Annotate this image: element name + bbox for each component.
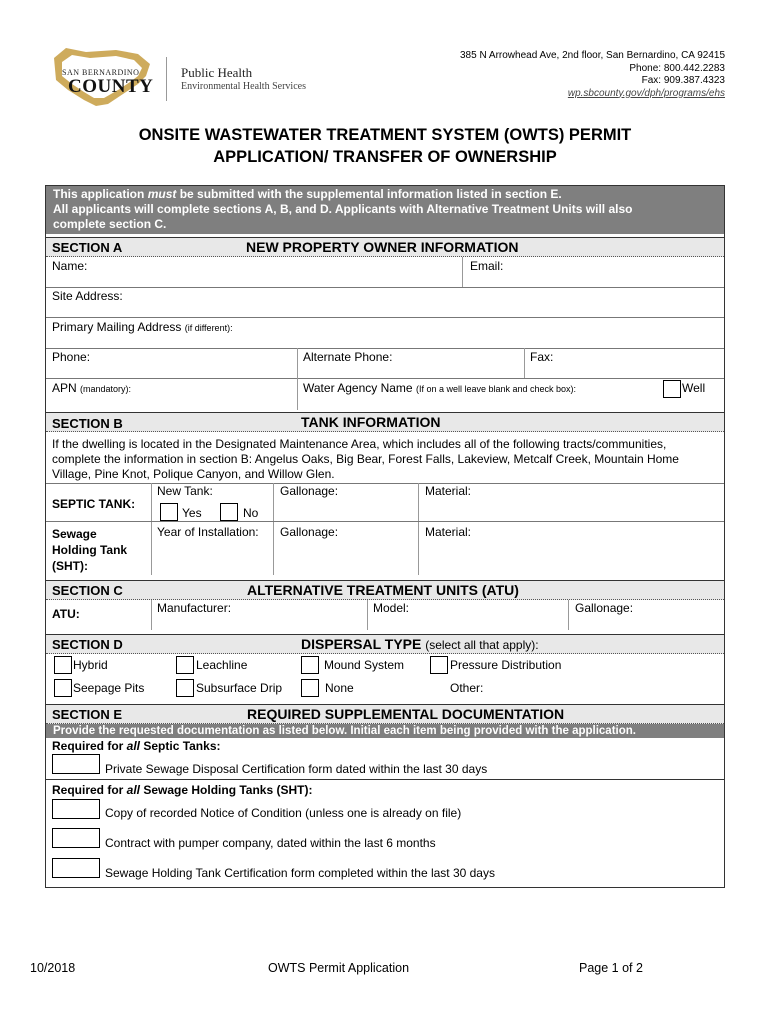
section-e-band: Provide the requested documentation as listed below. Initial each item being provided with the application.: [46, 724, 724, 738]
intro-line3: complete section C.: [53, 217, 167, 231]
model-label: Model:: [373, 601, 410, 615]
seepage-pits-label: Seepage Pits: [73, 681, 145, 695]
department-name: Public Health: [181, 65, 253, 80]
name-label: Name:: [52, 259, 88, 273]
site-address-label: Site Address:: [52, 289, 123, 303]
fax-line: Fax: 909.387.4323: [641, 75, 725, 86]
item1-label: Private Sewage Disposal Certification form dated within the last 30 days: [105, 762, 488, 776]
seepage-pits-checkbox[interactable]: [54, 679, 72, 697]
mound-system-checkbox[interactable]: [301, 656, 319, 674]
footer-page-number: Page 1 of 2: [579, 961, 643, 975]
hybrid-label: Hybrid: [73, 658, 108, 672]
subsurface-drip-checkbox[interactable]: [176, 679, 194, 697]
atu-gallonage-label: Gallonage:: [575, 601, 634, 615]
initial-box-item3[interactable]: [52, 828, 100, 848]
initial-box-item2[interactable]: [52, 799, 100, 819]
sht-gallonage-label: Gallonage:: [280, 525, 339, 539]
yes-label: Yes: [182, 506, 202, 520]
manufacturer-label: Manufacturer:: [157, 601, 232, 615]
item4-label: Sewage Holding Tank Certification form completed within the last 30 days: [105, 866, 495, 880]
no-label: No: [243, 506, 259, 520]
new-tank-label: New Tank:: [157, 484, 213, 498]
year-installation-label: Year of Installation:: [157, 525, 259, 539]
required-sht-heading: Required for all Sewage Holding Tanks (SHT):: [52, 783, 313, 797]
alternate-phone-label: Alternate Phone:: [303, 350, 393, 364]
leachline-checkbox[interactable]: [176, 656, 194, 674]
section-c-label: SECTION C: [52, 583, 123, 598]
subsurface-drip-label: Subsurface Drip: [196, 681, 283, 695]
section-d-label: SECTION D: [52, 637, 123, 652]
section-a-label: SECTION A: [52, 240, 123, 255]
footer-date: 10/2018: [30, 961, 76, 975]
initial-box-item1[interactable]: [52, 754, 100, 774]
water-agency-label: Water Agency Name (If on a well leave blank and check box):: [303, 381, 577, 395]
phone-line: Phone: 800.442.2283: [629, 62, 725, 74]
website-link[interactable]: wp.sbcounty.gov/dph/programs/ehs: [567, 87, 725, 99]
item2-label: Copy of recorded Notice of Condition (unless one is already on file): [105, 806, 462, 820]
divider: [151, 483, 152, 575]
sht-material-label: Material:: [425, 525, 472, 539]
section-b-label: SECTION B: [52, 416, 123, 431]
mailing-address-label: Primary Mailing Address (if different):: [52, 320, 233, 334]
row-divider: [46, 317, 724, 318]
apn-label: APN (mandatory):: [52, 381, 132, 395]
initial-box-item4[interactable]: [52, 858, 100, 878]
logo-divider: [166, 57, 167, 101]
intro-line1: This application must be submitted with the supplemental information listed in section E.: [53, 187, 562, 201]
mound-system-label: Mound System: [324, 658, 405, 672]
pressure-distribution-label: Pressure Distribution: [450, 658, 562, 672]
section-c-title: ALTERNATIVE TREATMENT UNITS (ATU): [247, 582, 519, 598]
sht-label: Sewage Holding Tank (SHT):: [52, 527, 128, 573]
form-title-line1: ONSITE WASTEWATER TREATMENT SYSTEM (OWTS) PERMIT: [138, 126, 632, 144]
logo-county-small-text: SAN BERNARDINO: [62, 68, 140, 77]
divider: [151, 600, 152, 630]
division-name: Environmental Health Services: [181, 81, 306, 92]
section-d-title: DISPERSAL TYPE (select all that apply):: [301, 636, 539, 652]
row-divider: [46, 287, 724, 288]
fax-label: Fax:: [530, 350, 554, 364]
instruction-line: Village, Pine Knot, Polique Canyon, and Willow Glen.: [52, 467, 335, 481]
other-label: Other:: [450, 681, 484, 695]
intro-line2: All applicants will complete sections A, B, and D. Applicants with Alternative Treatment Units will also: [53, 202, 633, 216]
divider: [297, 378, 298, 410]
new-tank-no-checkbox[interactable]: [220, 503, 238, 521]
row-divider: [46, 378, 724, 379]
phone-label: Phone:: [52, 350, 91, 364]
address-line: 385 N Arrowhead Ave, 2nd floor, San Bernardino, CA 92415: [460, 50, 725, 61]
row-divider: [46, 521, 724, 522]
intro-band: [46, 186, 724, 234]
pressure-distribution-checkbox[interactable]: [430, 656, 448, 674]
section-b-title: TANK INFORMATION: [301, 414, 441, 430]
divider: [568, 600, 569, 630]
instruction-line: If the dwelling is located in the Designated Maintenance Area, which includes all of the following tracts/communities,: [52, 437, 667, 451]
leachline-label: Leachline: [196, 658, 248, 672]
contact-block: [460, 50, 725, 100]
none-checkbox[interactable]: [301, 679, 319, 697]
atu-label: ATU:: [52, 607, 80, 621]
logo-county-text: COUNTY: [68, 76, 154, 97]
divider: [367, 600, 368, 630]
well-label: Well: [682, 381, 706, 395]
divider: [524, 348, 525, 378]
instruction-line: complete the information in section B: Angelus Oaks, Big Bear, Forest Falls, Lakeview, Metcalf Creek, Mountain Home: [52, 452, 679, 466]
row-divider: [46, 483, 724, 484]
section-a-title: NEW PROPERTY OWNER INFORMATION: [246, 239, 519, 255]
form-title-line2: APPLICATION/ TRANSFER OF OWNERSHIP: [213, 148, 557, 166]
hybrid-checkbox[interactable]: [54, 656, 72, 674]
divider: [418, 483, 419, 575]
email-label: Email:: [470, 259, 504, 273]
row-divider: [46, 779, 724, 780]
item3-label: Contract with pumper company, dated within the last 6 months: [105, 836, 436, 850]
divider: [273, 483, 274, 575]
septic-material-label: Material:: [425, 484, 472, 498]
none-label: None: [325, 681, 354, 695]
divider: [462, 257, 463, 287]
section-e-label: SECTION E: [52, 707, 123, 722]
septic-tank-label: SEPTIC TANK:: [52, 497, 136, 511]
new-tank-yes-checkbox[interactable]: [160, 503, 178, 521]
required-septic-heading: Required for all Septic Tanks:: [52, 739, 221, 753]
septic-gallonage-label: Gallonage:: [280, 484, 339, 498]
well-checkbox[interactable]: [663, 380, 681, 398]
divider: [297, 348, 298, 378]
row-divider: [46, 348, 724, 349]
section-b-instructions: [52, 437, 720, 482]
footer-document-name: OWTS Permit Application: [268, 961, 410, 975]
section-e-title: REQUIRED SUPPLEMENTAL DOCUMENTATION: [247, 706, 565, 722]
